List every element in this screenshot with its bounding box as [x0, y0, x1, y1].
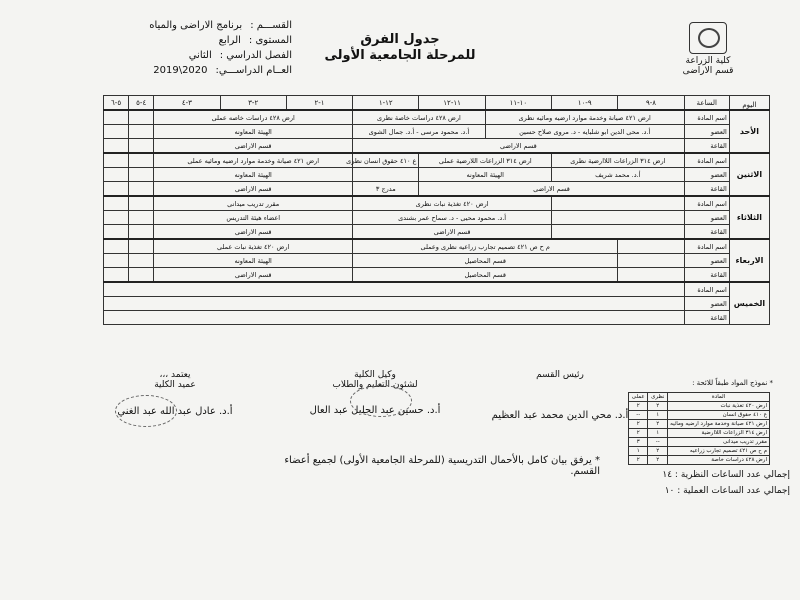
subjects-cell: ٣ [629, 438, 648, 447]
info-label: العــام الدراســـي: [215, 65, 292, 76]
row-label: اسم المادة [684, 153, 729, 168]
schedule-cell: أ.د. محى الدين ابو شلبايه - د. مروى صلاح حسين [485, 125, 684, 139]
subjects-table [628, 392, 770, 465]
footnote: * يرفق بيان كامل بالأحمال التدريسية (للمرحلة الجامعية الأولى) لجميع أعضاء القسم. [284, 455, 600, 477]
schedule-cell [129, 254, 154, 268]
subjects-row [629, 438, 770, 447]
schedule-cell [104, 168, 129, 182]
schedule-cell [104, 139, 129, 154]
schedule-row [104, 153, 770, 168]
info-value: برنامج الاراضى والمياه [149, 20, 243, 31]
university-logo-icon [689, 22, 727, 54]
schedule-cell: مدرج ٣ [353, 182, 419, 197]
subjects-row [629, 411, 770, 420]
subjects-row [629, 456, 770, 465]
time-slot: ١-٢ [286, 96, 352, 111]
head-title: رئيس القسم [536, 370, 584, 380]
subjects-title: * نموذج المواد طبقاً للائحة : [692, 379, 773, 387]
title-line-1: جدول الفرق [360, 32, 440, 47]
dean-title-1: يعتمد ،،، [159, 370, 191, 380]
time-slot: ٤-٥ [129, 96, 154, 111]
subjects-cell: ٢ [648, 402, 668, 411]
subjects-row [629, 447, 770, 456]
info-line [92, 18, 292, 33]
subjects-cell: م ح ص ٤٢١ تصميم تجارب زراعيه [668, 447, 770, 456]
college-name: كلية الزراعة [685, 56, 731, 66]
stamp-icon [115, 395, 177, 427]
schedule-cell [129, 268, 154, 283]
schedule-cell: م ح ص ٤٢١ تصميم تجارب زراعيه نظرى وعملى [353, 239, 618, 254]
info-line [92, 33, 292, 48]
schedule-cell: قسم الاراضى [154, 268, 353, 283]
subjects-cell: ارض ٤٢٨ دراسات خاصة [668, 456, 770, 465]
corner-hour: الساعة [684, 96, 729, 111]
row-label: العضو [684, 168, 729, 182]
schedule-cell: أ.د. محمود محيى - د. سماح عمر بشندى [353, 211, 552, 225]
schedule-row [104, 211, 770, 225]
subjects-cell: ١ [629, 447, 648, 456]
schedule-cell: قسم الاراضى [154, 182, 353, 197]
schedule-cell [104, 110, 129, 125]
schedule-row [104, 182, 770, 197]
subjects-cell: ٢ [648, 420, 668, 429]
schedule-cell [618, 268, 684, 283]
row-label: العضو [684, 297, 729, 311]
schedule-cell: ارض ٤٢١ صيانة وخدمة موارد ارضيه ومائيه عملى [154, 153, 353, 168]
schedule-cell: ارض ٣١٤ الزراعات اللارضية عملى [419, 153, 552, 168]
subjects-cell: -- [629, 411, 648, 420]
schedule-cell [618, 254, 684, 268]
subjects-cell: ٢ [629, 456, 648, 465]
subjects-cell: -- [648, 438, 668, 447]
schedule-cell: قسم الاراضى [419, 182, 684, 197]
vice-title-2: لشئون التعليم والطلاب [332, 380, 418, 390]
schedule-cell [129, 196, 154, 211]
subjects-cell: ١ [648, 429, 668, 438]
row-label: القاعة [684, 139, 729, 154]
schedule-cell [104, 196, 129, 211]
schedule-cell: قسم المحاصيل [353, 268, 618, 283]
schedule-cell: أ.د. محمود مرسى - أ.د. جمال الشوى [353, 125, 486, 139]
time-slot: ٢-٣ [220, 96, 286, 111]
subjects-cell: ٢ [648, 456, 668, 465]
schedule-row [104, 225, 770, 240]
subjects-cell: ١ [648, 411, 668, 420]
row-label: القاعة [684, 311, 729, 325]
subjects-row [629, 429, 770, 438]
schedule-cell [104, 239, 129, 254]
schedule-cell [552, 211, 685, 225]
page-title [300, 32, 500, 64]
schedule-cell [129, 125, 154, 139]
stamp-icon [350, 385, 412, 417]
schedule-cell: قسم الاراضى [353, 225, 552, 240]
info-label: المستوى : [248, 35, 292, 46]
schedule-cell: قسم الاراضى [353, 139, 684, 154]
schedule-cell: ارض ٤٢٨ دراسات خاصة نظرى [353, 110, 486, 125]
schedule-cell: الهيئة المعاونه [154, 168, 353, 182]
day-0: الأحد [729, 110, 769, 153]
info-label: الفصل الدراسي : [219, 50, 292, 61]
day-1: الاثنين [729, 153, 769, 196]
schedule-cell: الهيئة المعاونه [154, 125, 353, 139]
schedule-cell: ارض ٤٢٠ تغذية نبات عملى [154, 239, 353, 254]
schedule-cell [129, 139, 154, 154]
subjects-cell: ع ٤١٠ حقوق انسان [668, 411, 770, 420]
subjects-cell: ارض ٣١٤ الزراعات اللاارضية [668, 429, 770, 438]
day-4: الخميس [729, 282, 769, 325]
schedule-row [104, 196, 770, 211]
subjects-header-cell: عملى [629, 393, 648, 402]
schedule-cell: الهيئة المعاونه [419, 168, 552, 182]
row-label: العضو [684, 254, 729, 268]
schedule-cell: ارض ٤٢١ صيانة وخدمة موارد ارضيه ومائيه نظرى [485, 110, 684, 125]
schedule-cell [104, 182, 129, 197]
corner-day: اليوم [729, 96, 769, 111]
row-label: القاعة [684, 268, 729, 283]
time-slot: ٩-١٠ [552, 96, 618, 111]
info-value: الرابع [218, 35, 241, 46]
schedule-cell [104, 254, 129, 268]
schedule-row [104, 110, 770, 125]
subjects-cell: ارض ٤٢٠ تغذية نبات [668, 402, 770, 411]
info-value: الثاني [188, 50, 212, 61]
dean-name: أ.د. عادل عبد الله عبد الغني [117, 406, 233, 417]
info-line [92, 63, 292, 78]
total-theory: إجمالي عدد الساعات النظرية : ١٤ [662, 470, 790, 480]
subjects-cell: ٢ [629, 429, 648, 438]
time-slot: ٥-٦ [104, 96, 129, 111]
schedule-cell: ارض ٣١٤ الزراعات اللاارضية نظرى [552, 153, 685, 168]
total-practical: إجمالي عدد الساعات العملية : ١٠ [664, 486, 790, 496]
info-value: 2020\2019 [153, 65, 208, 76]
row-label: اسم المادة [684, 239, 729, 254]
program-info [92, 18, 292, 78]
schedule-row [104, 268, 770, 283]
vice-name: أ.د. حسين عبد الجليل عبد العال [309, 405, 441, 416]
info-line [92, 48, 292, 63]
subjects-row [629, 420, 770, 429]
schedule-row [104, 125, 770, 139]
schedule-cell [129, 182, 154, 197]
head-signature [470, 370, 650, 421]
schedule-cell [129, 239, 154, 254]
college-header [638, 22, 778, 76]
row-label: العضو [684, 125, 729, 139]
schedule-cell: اعضاء هيئة التدريس [154, 211, 353, 225]
department-name: قسم الاراضى [682, 66, 734, 76]
info-label: القســـم : [250, 20, 292, 31]
schedule-row [104, 239, 770, 254]
subjects-cell: ٢ [648, 447, 668, 456]
schedule-row [104, 297, 770, 311]
time-header-row [104, 96, 770, 111]
row-label: اسم المادة [684, 110, 729, 125]
schedule-cell: ع ٤١٠ حقوق انسان نظرى [353, 153, 419, 168]
schedule-cell: قسم الاراضى [154, 139, 353, 154]
schedule-row [104, 282, 770, 297]
schedule-cell [129, 153, 154, 168]
schedule-cell [104, 125, 129, 139]
dean-title-2: عميد الكلية [154, 380, 196, 390]
schedule-cell [129, 168, 154, 182]
title-line-2: للمرحلة الجامعية الأولى [324, 48, 476, 63]
schedule-cell [353, 168, 419, 182]
subjects-cell: ارض ٤٢١ صيانة وخدمة موارد ارضيه ومائيه [668, 420, 770, 429]
subjects-header-cell: المادة [668, 393, 770, 402]
schedule-row [104, 254, 770, 268]
schedule-cell [104, 311, 685, 325]
schedule-cell [129, 211, 154, 225]
time-slot: ٣-٤ [154, 96, 220, 111]
schedule-cell [104, 282, 685, 297]
vice-title-1: وكيل الكلية [354, 370, 396, 380]
schedule-row [104, 311, 770, 325]
schedule-cell: الهيئة المعاونه [154, 254, 353, 268]
row-label: اسم المادة [684, 196, 729, 211]
subjects-header-cell: نظرى [648, 393, 668, 402]
row-label: القاعة [684, 225, 729, 240]
schedule-table [103, 95, 770, 325]
schedule-cell: قسم المحاصيل [353, 254, 618, 268]
schedule-cell [129, 110, 154, 125]
day-3: الاربعاء [729, 239, 769, 282]
schedule-cell [552, 225, 685, 240]
schedule-cell [129, 225, 154, 240]
schedule-cell [552, 196, 685, 211]
time-slot: ١٠-١١ [485, 96, 551, 111]
time-slot: ٨-٩ [618, 96, 684, 111]
schedule-cell: مقرر تدريب ميدانى [154, 196, 353, 211]
schedule-row [104, 139, 770, 154]
schedule-cell [104, 211, 129, 225]
schedule-cell: ارض ٤٢٠ تغذية نبات نظرى [353, 196, 552, 211]
subjects-cell: ٢ [629, 402, 648, 411]
schedule-cell [104, 153, 129, 168]
schedule-cell [104, 225, 129, 240]
schedule-cell: أ.د. محمد شريف [552, 168, 685, 182]
subjects-header-row [629, 393, 770, 402]
subjects-row [629, 402, 770, 411]
subjects-cell: ٢ [629, 420, 648, 429]
row-label: القاعة [684, 182, 729, 197]
day-2: الثلاثاء [729, 196, 769, 239]
schedule-row [104, 168, 770, 182]
time-slot: ١١-١٢ [419, 96, 485, 111]
time-slot: ١٢-١ [353, 96, 419, 111]
row-label: العضو [684, 211, 729, 225]
subjects-cell: مقرر تدريب ميدانى [668, 438, 770, 447]
schedule-cell [104, 268, 129, 283]
row-label: اسم المادة [684, 282, 729, 297]
schedule-cell: قسم الاراضى [154, 225, 353, 240]
schedule-cell [104, 297, 685, 311]
schedule-cell [618, 239, 684, 254]
head-name: أ.د. محي الدين محمد عبد العظيم [491, 410, 629, 421]
schedule-cell: ارض ٤٢٨ دراسات خاصه عملى [154, 110, 353, 125]
